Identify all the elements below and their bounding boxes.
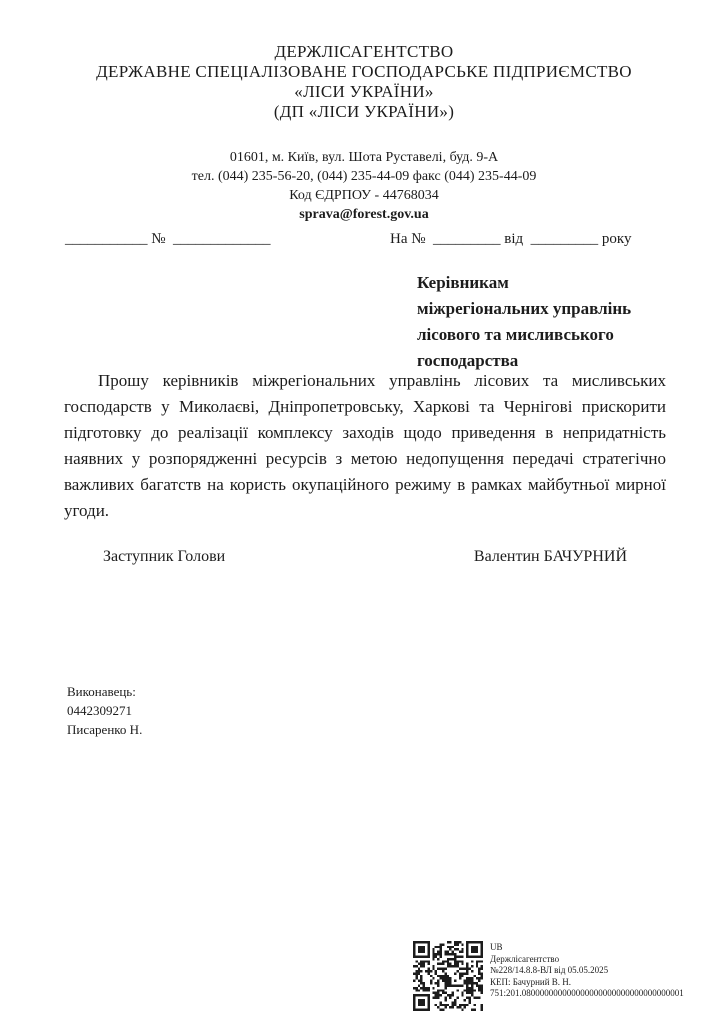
signature-row <box>103 548 627 570</box>
contact-edrpou: Код ЄДРПОУ - 44768034 <box>289 188 439 203</box>
contact-block <box>0 148 728 224</box>
stamp-line: №228/14.8.8-ВЛ від 05.05.2025 <box>490 965 609 975</box>
letter-body: Прошу керівників міжрегіональних управлінь лісових та мисливських господарств у Миколаєві, Дніпропетровську, Харкові та Чернігові прискорити підготовку до реалізації комплексу заходів щодо приведення в непридатність наявних у розпорядженні ресурсів з метою недопущення передачі стратегічно важливих багатств на користь окупаційного режиму в рамках майбутньої мирної угоди. <box>64 371 666 520</box>
executor-block <box>67 682 142 739</box>
stamp-line: КЕП: Бачурний В. Н. <box>490 976 572 987</box>
letterhead-enterprise: ДЕРЖАВНЕ СПЕЦІАЛІЗОВАНЕ ГОСПОДАРСЬКЕ ПІДПРИЄМСТВО <box>96 62 632 81</box>
digital-signature-stamp <box>413 941 684 1011</box>
recipient-line: лісового та мисливського <box>417 325 614 344</box>
recipient-line: господарства <box>417 351 519 370</box>
letterhead-abbrev: (ДП «ЛІСИ УКРАЇНИ») <box>273 102 455 121</box>
stamp-line: UB <box>490 942 503 952</box>
letterhead-brand: «ЛІСИ УКРАЇНИ» <box>294 82 434 101</box>
letterhead-agency: ДЕРЖЛІСАГЕНТСТВО <box>274 42 454 61</box>
letterhead <box>0 42 728 122</box>
incoming-number-blank: На № _________ від _________ року <box>390 231 632 247</box>
outgoing-number-blank: ___________ № _____________ <box>65 231 271 247</box>
executor-phone: 0442309271 <box>67 703 132 718</box>
recipient-block <box>417 270 631 374</box>
recipient-line: міжрегіональних управлінь <box>417 299 632 318</box>
stamp-line: Держлісагентство <box>490 953 560 964</box>
signer-name: Валентин БАЧУРНИЙ <box>473 548 627 565</box>
stamp-line: 751:201.080000000000000000000000000000000001 <box>490 988 684 998</box>
executor-name: Писаренко Н. <box>67 722 143 737</box>
contact-email: sprava@forest.gov.ua <box>299 207 429 222</box>
executor-label: Виконавець: <box>67 684 136 699</box>
recipient-line: Керівникам <box>417 273 509 292</box>
contact-phones: тел. (044) 235-56-20, (044) 235-44-09 факс (044) 235-44-09 <box>191 169 537 184</box>
contact-address: 01601, м. Київ, вул. Шота Руставелі, буд. 9-А <box>229 150 499 165</box>
signer-title: Заступник Голови <box>103 548 226 565</box>
qr-code-icon <box>413 941 483 1011</box>
stamp-text <box>490 941 684 1000</box>
reference-line <box>0 231 728 253</box>
